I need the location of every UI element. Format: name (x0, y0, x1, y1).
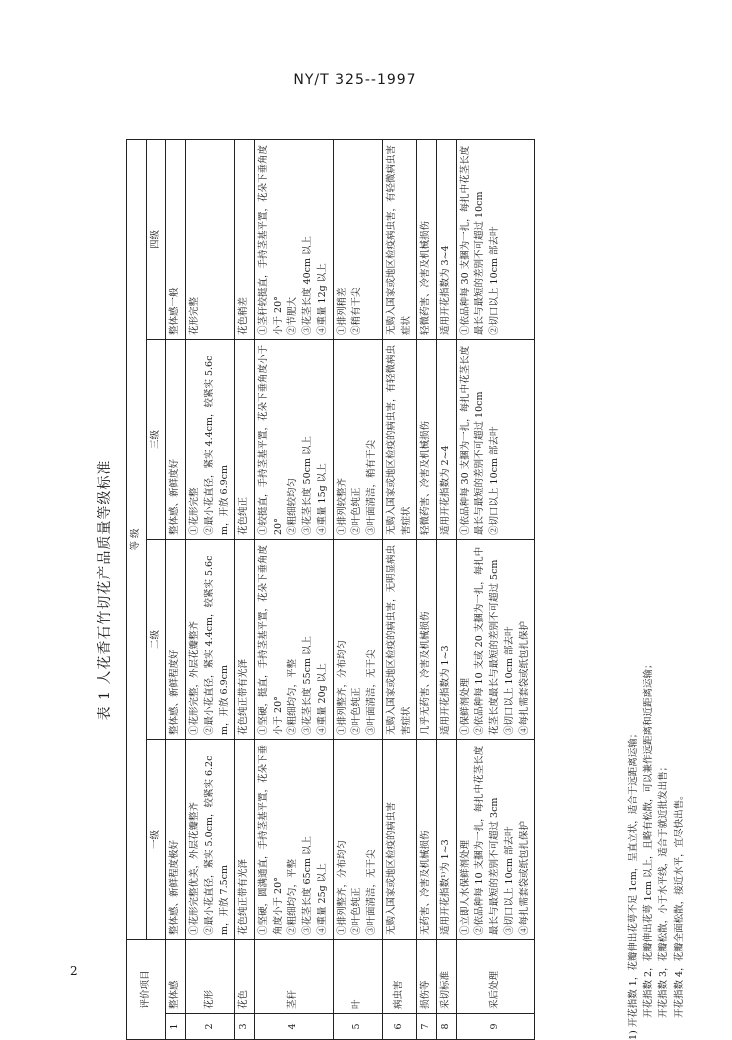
cell-line: 无药害、冷害及机械损伤 (420, 830, 432, 935)
cell-line: ③叶面清洁，无干尖 (366, 649, 378, 735)
table-row (333, 139, 382, 1039)
cell-line: ②粗细较均匀 (287, 477, 299, 535)
cell-line: ①保鲜剂处理 (459, 677, 471, 735)
cell-line: ③切口以上 10cm 部去叶 (503, 826, 515, 935)
row-number: 6 (382, 1014, 416, 1040)
cell-g1 (255, 739, 334, 939)
row-number: 7 (417, 1014, 437, 1040)
col-item-header: 评价项目 (127, 939, 166, 1039)
cell-line: 花色纯正带有光泽 (238, 858, 250, 935)
row-item: 花色 (235, 939, 255, 1013)
cell-line: 适用开花指数¹⁾为 1~3 (439, 839, 451, 935)
cell-line: ④重量 15g 以上 (316, 463, 328, 535)
cell-g3 (382, 339, 416, 539)
cell-line: ①依品种每 30 支捆为一扎，每扎中花茎长度最长与最短的差别不可超过 10cm (459, 345, 486, 535)
cell-line: ③花茎长度 50cm 以上 (302, 436, 314, 535)
row-number: 5 (333, 1014, 382, 1040)
cell-g2 (456, 539, 535, 739)
note-line: 开花指数 3，花瓣松散，小于水平线，适合于就近批发出售； (658, 761, 670, 1018)
cell-line: 几乎无药害、冷害及机械损伤 (420, 611, 432, 735)
row-item: 采切标准 (436, 939, 456, 1013)
cell-line: ①茎秆较挺直，手持茎基平置，花朵下垂角度小于 20° (258, 144, 284, 335)
cell-line: ①较挺直，手持茎基平置，花朵下垂角度小于 20° (258, 344, 284, 535)
cell-g2 (382, 539, 416, 739)
cell-g2 (417, 539, 437, 739)
cell-g2 (255, 539, 334, 739)
cell-g3 (235, 339, 255, 539)
cell-line: ①花形完整，外层花瓣整齐 (189, 620, 201, 735)
cell-g3 (166, 339, 186, 539)
table-row (456, 139, 535, 1039)
cell-g1 (186, 739, 235, 939)
row-number: 8 (436, 1014, 456, 1040)
row-number: 3 (235, 1014, 255, 1040)
cell-g1 (436, 739, 456, 939)
cell-line: ②粗细均匀，平整 (287, 858, 299, 935)
header-row-1 (127, 139, 147, 1039)
cell-line: ④重量 20g 以上 (316, 663, 328, 735)
cell-g2 (333, 539, 382, 739)
cell-line: ③叶面清洁，无干尖 (366, 849, 378, 935)
cell-g4 (456, 139, 535, 339)
cell-line: 整体感、新鲜度好 (169, 458, 181, 535)
table-row (255, 139, 334, 1039)
cell-g1 (382, 739, 416, 939)
cell-line: ②稍有干尖 (351, 287, 363, 335)
table-row (417, 139, 437, 1039)
cell-line: ①立即人水保鲜剂处理 (459, 839, 471, 935)
header-row-2 (146, 139, 166, 1039)
cell-line: ③花茎长度 65cm 以上 (302, 836, 314, 935)
cell-g1 (235, 739, 255, 939)
cell-line: ②叶色纯正 (351, 487, 363, 535)
cell-line: ②叶色纯正 (351, 887, 363, 935)
row-number: 1 (166, 1014, 186, 1040)
cell-line: 无购入国家或地区检疫病虫害，有轻微病虫害症状 (385, 144, 412, 335)
table-notes (626, 140, 687, 1040)
cell-line: 整体感、新鲜程度好 (169, 649, 181, 735)
table-row (382, 139, 416, 1039)
cell-line: ③花茎长度 40cm 以上 (302, 236, 314, 335)
page-number: 2 (70, 964, 78, 978)
cell-line: ②依品种每 10 支或 20 支捆为一扎，每扎中花茎长度最长与最短的差别不可超过 5cm (474, 546, 501, 735)
cell-g4 (382, 139, 416, 339)
cell-line: 适用开花指数为 2~4 (439, 445, 451, 535)
cell-line: 花形完整 (189, 296, 201, 335)
cell-line: 花色稍差 (238, 296, 250, 335)
col-grade-header: 等 级 (127, 139, 147, 939)
cell-line: 花色纯正带有光泽 (238, 658, 250, 735)
row-item: 茎秆 (255, 939, 334, 1013)
table-row (166, 139, 186, 1039)
cell-g2 (235, 539, 255, 739)
cell-line: ①依品种每 30 支捆为一扎，每扎中花茎长度最长与最短的差别不可超过 10cm (459, 145, 486, 335)
cell-line: ③切口以上 10cm 部去叶 (503, 626, 515, 735)
row-number: 4 (255, 1014, 334, 1040)
row-item: 整体感 (166, 939, 186, 1013)
cell-g3 (417, 339, 437, 539)
cell-line: ④每扎需套袋或纸包扎保护 (518, 620, 530, 735)
row-item: 叶 (333, 939, 382, 1013)
cell-line: ④重量 25g 以上 (316, 863, 328, 935)
rotated-page (90, 140, 690, 1040)
cell-g4 (166, 139, 186, 339)
col-grade-1: 一级 (146, 739, 166, 939)
cell-g3 (186, 339, 235, 539)
col-grade-2: 二级 (146, 539, 166, 739)
cell-line: ②切口以上 10cm 部去叶 (489, 226, 501, 335)
cell-line: 无购入国家或地区检疫的病虫害，有轻微病虫害症状 (385, 344, 412, 535)
row-number: 2 (186, 1014, 235, 1040)
cell-line: ②切口以上 10cm 部去叶 (489, 426, 501, 535)
cell-line: ②最小花直径，紧实 4.4cm，较紧实 5.6cm，开放 6.9cm (203, 555, 230, 735)
table-row (186, 139, 235, 1039)
cell-g3 (255, 339, 334, 539)
cell-g4 (417, 139, 437, 339)
cell-line: ②粗细均匀，平整 (287, 658, 299, 735)
cell-line: ②最小花直径，紧实 4.4cm，较紧实 5.6cm，开放 6.9cm (203, 355, 230, 535)
cell-line: 整体感一般 (169, 287, 181, 335)
col-grade-4: 四级 (146, 139, 166, 339)
grade-table (126, 139, 535, 1040)
cell-line: ①花形完整优美，外层花瓣整齐 (189, 801, 201, 935)
row-item: 花形 (186, 939, 235, 1013)
cell-g3 (436, 339, 456, 539)
cell-g2 (166, 539, 186, 739)
cell-g4 (333, 139, 382, 339)
page-header: NY/T 325--1997 (293, 72, 417, 88)
cell-g2 (186, 539, 235, 739)
cell-line: ①排列较整齐 (336, 477, 348, 535)
cell-line: 花色纯正 (238, 496, 250, 535)
cell-line: 轻微药害、冷害及机械损伤 (420, 220, 432, 335)
cell-g1 (456, 739, 535, 939)
row-item: 采后处理 (456, 939, 535, 1013)
cell-line: ②叶色纯正 (351, 687, 363, 735)
row-number: 9 (456, 1014, 535, 1040)
cell-g4 (235, 139, 255, 339)
row-item: 损伤等 (417, 939, 437, 1013)
cell-line: ②最小花直径，紧实 5.0cm，较紧实 6.2cm，开放 7.5cm (203, 755, 230, 935)
cell-line: 适用开花指数为 1~3 (439, 645, 451, 735)
cell-line: ①坚硬，挺直，手持茎基平置，花朵下垂角度小于 20° (258, 544, 284, 735)
cell-line: ③叶面清洁，稍有干尖 (366, 439, 378, 535)
cell-g1 (166, 739, 186, 939)
cell-line: ④重量 12g 以上 (316, 263, 328, 335)
table-row (235, 139, 255, 1039)
cell-line: ①花形完整 (189, 487, 201, 535)
col-grade-3: 三级 (146, 339, 166, 539)
cell-g4 (186, 139, 235, 339)
cell-g2 (436, 539, 456, 739)
row-item: 病虫害 (382, 939, 416, 1013)
cell-g4 (436, 139, 456, 339)
cell-g3 (333, 339, 382, 539)
cell-line: ①排列整齐，分布均匀 (336, 639, 348, 735)
cell-g1 (417, 739, 437, 939)
cell-line: 整体感、新鲜程度极好 (169, 839, 181, 935)
cell-line: ③花茎长度 55cm 以上 (302, 636, 314, 735)
table-body (166, 139, 535, 1039)
cell-g3 (456, 339, 535, 539)
cell-line: ④每扎需套袋或纸包扎保护 (518, 820, 530, 935)
cell-line: 无购入国家或地区检疫的病虫害，无明显病虫害症状 (385, 544, 412, 735)
cell-line: ①排列整齐，分布均匀 (336, 839, 348, 935)
cell-line: 适用开花指数为 3~4 (439, 245, 451, 335)
cell-line: 无购入国家或地区检疫的病虫害 (385, 801, 397, 935)
cell-g1 (333, 739, 382, 939)
table-title: 表 1 人花香石竹切花产品质量等级标准 (97, 459, 113, 721)
cell-line: ②依品种每 10 支捆为一扎，每扎中花茎长度最长与最短的差别不可超过 3cm (474, 745, 501, 935)
note-line: 开花指数 2，花瓣伸出花萼 1cm 以上，且略有松散，可以兼作远距离和近距离运输； (643, 659, 655, 1018)
cell-line: ②节肥大 (287, 296, 299, 335)
cell-line: 轻微药害、冷害及机械损伤 (420, 420, 432, 535)
cell-line: ①排列稍差 (336, 287, 348, 335)
cell-line: ①坚硬，圆满通直，手持茎基平置，花朵下垂角度小于 20° (258, 744, 284, 935)
note-line: 开花指数 4，花瓣全面松散，接近水平，宜尽快出售。 (673, 790, 685, 1018)
table-row (436, 139, 456, 1039)
cell-g4 (255, 139, 334, 339)
note-line: 1) 开花指数 1，花瓣伸出花萼不足 1cm，呈直立状，适合于远距离运输； (628, 728, 639, 1040)
